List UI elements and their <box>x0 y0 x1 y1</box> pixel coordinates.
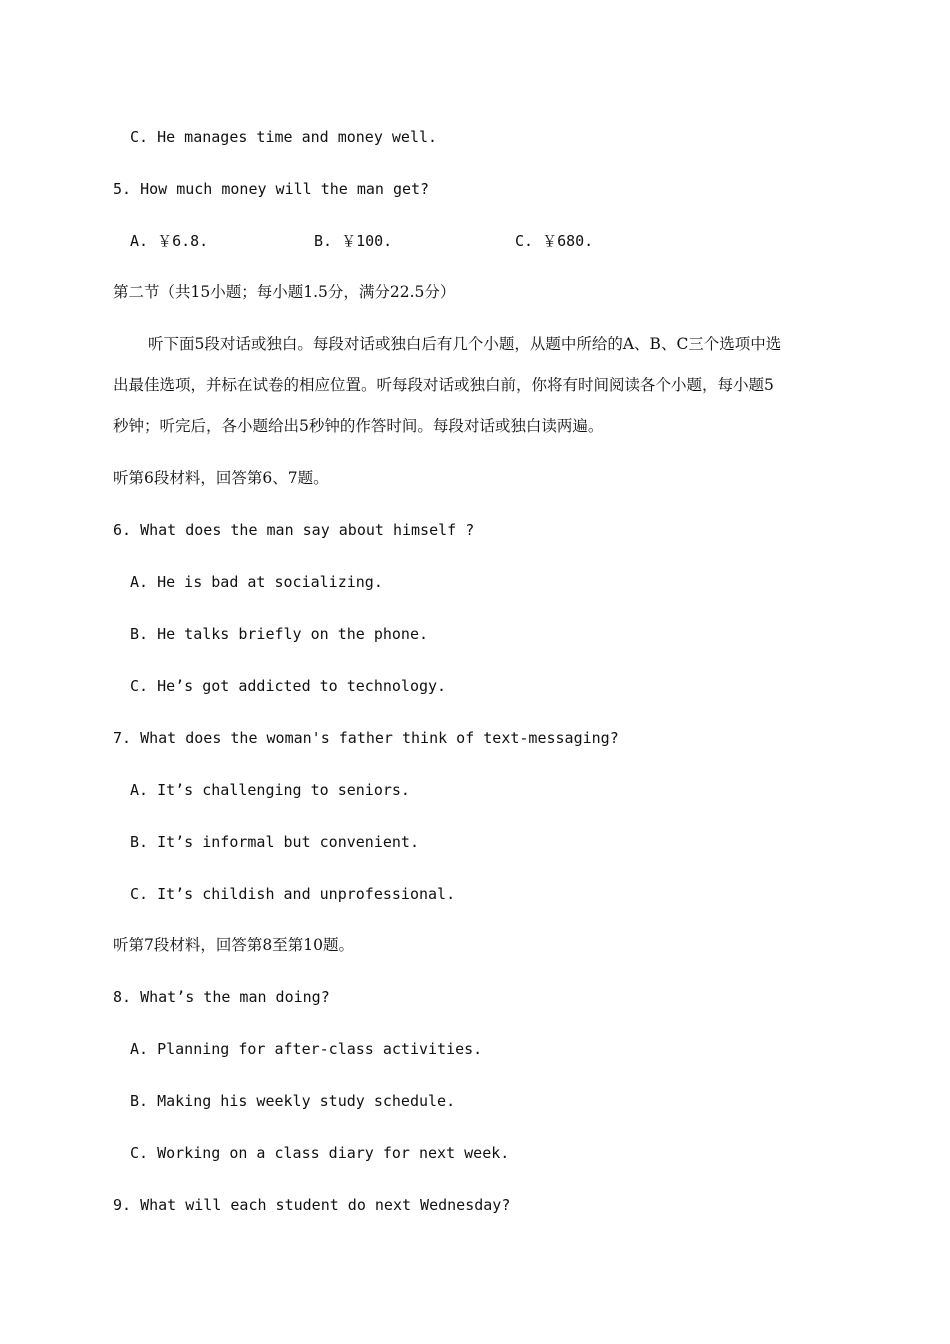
q7-question: 7. What does the woman's father think of text-messaging? <box>113 729 619 747</box>
q7-option-c: C. It’s childish and unprofessional. <box>130 885 456 903</box>
instructions-line-3: 秒钟；听完后，各小题给出5秒钟的作答时间。每段对话或独白读两遍。 <box>113 417 604 435</box>
material7-header: 听第7段材料，回答第8至第10题。 <box>113 936 354 954</box>
instructions-line-2: 出最佳选项，并标在试卷的相应位置。听每段对话或独白前，你将有时间阅读各个小题，每小题5 <box>113 376 774 394</box>
q8-option-b: B. Making his weekly study schedule. <box>130 1092 456 1110</box>
q7-option-a: A. It’s challenging to seniors. <box>130 781 410 799</box>
q5-option-c: C. ￥680. <box>515 232 594 250</box>
q5-question: 5. How much money will the man get? <box>113 180 430 198</box>
q5-option-b: B. ￥100. <box>314 232 393 250</box>
q7-option-b: B. It’s informal but convenient. <box>130 833 419 851</box>
q6-question: 6. What does the man say about himself ? <box>113 521 475 539</box>
q8-question: 8. What’s the man doing? <box>113 988 330 1006</box>
q6-option-c: C. He’s got addicted to technology. <box>130 677 447 695</box>
q6-option-b: B. He talks briefly on the phone. <box>130 625 429 643</box>
q9-question: 9. What will each student do next Wednesday? <box>113 1196 511 1214</box>
section2-header: 第二节（共15小题；每小题1.5分，满分22.5分） <box>113 283 456 301</box>
q5-option-a: A. ￥6.8. <box>130 232 209 250</box>
q4-option-c: C. He manages time and money well. <box>130 128 438 146</box>
q6-option-a: A. He is bad at socializing. <box>130 573 383 591</box>
q8-option-c: C. Working on a class diary for next week. <box>130 1144 510 1162</box>
q8-option-a: A. Planning for after-class activities. <box>130 1040 483 1058</box>
instructions-line-1: 听下面5段对话或独白。每段对话或独白后有几个小题，从题中所给的A、B、C三个选项中选 <box>148 335 782 353</box>
material6-header: 听第6段材料，回答第6、7题。 <box>113 469 329 487</box>
